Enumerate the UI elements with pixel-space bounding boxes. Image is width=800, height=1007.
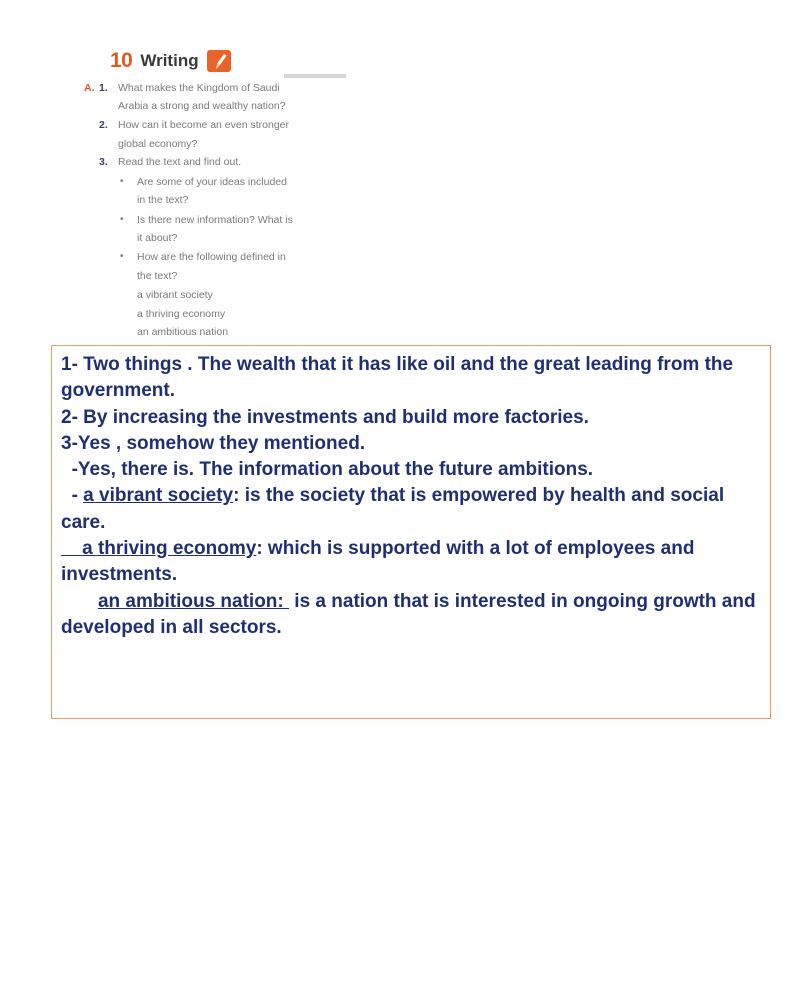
question-number: 1. [99, 82, 108, 94]
question-text: global economy? [118, 138, 198, 150]
bullet-icon: • [120, 214, 124, 225]
bullet-text: How are the following defined in [137, 251, 286, 263]
bullet-icon: • [120, 251, 124, 262]
definition-text: is a nation that is interested in ongoing growth and developed in all sectors. [61, 590, 761, 638]
question-number: 2. [99, 119, 108, 131]
question-text: How can it become an even stronger [118, 119, 290, 131]
definition-thriving-economy [61, 536, 767, 589]
definition-text: : which is supported with a lot of employees and investments. [61, 538, 700, 586]
question-text: Read the text and find out. [118, 156, 242, 168]
question-number: 3. [99, 156, 108, 168]
definition-text: : is the society that is empowered by health and social care. [61, 485, 730, 533]
definition-ambitious-nation [61, 589, 767, 642]
question-text: Arabia a strong and wealthy nation? [118, 100, 286, 112]
unit-header [110, 44, 231, 78]
answer-3: 3-Yes , somehow they mentioned. [61, 432, 366, 454]
term-thriving-economy: a thriving economy [82, 538, 257, 560]
term-text: an ambitious nation [137, 326, 229, 338]
question-text: What makes the Kingdom of Saudi [118, 82, 280, 94]
bullet-text: it about? [137, 232, 178, 244]
header-divider [284, 74, 346, 78]
term-vibrant-society: a vibrant society [83, 485, 234, 507]
definition-prefix [61, 538, 82, 559]
bullet-icon: • [120, 176, 124, 187]
answer-text [61, 352, 767, 641]
bullet-text: in the text? [137, 194, 189, 206]
definition-prefix [61, 591, 98, 612]
answer-1: 1- Two things . The wealth that it has like oil and the great leading from the government. [61, 354, 739, 402]
definition-vibrant-society [61, 483, 767, 536]
definition-prefix: - [61, 485, 84, 507]
term-text: a thriving economy [137, 308, 226, 320]
pencil-icon [207, 50, 231, 72]
unit-number: 10 [110, 49, 133, 72]
bullet-text: the text? [137, 270, 178, 282]
term-ambitious-nation: an ambitious nation: [97, 590, 290, 612]
answer-box [51, 345, 771, 719]
unit-title: Writing [140, 51, 199, 70]
term-text: a vibrant society [137, 289, 213, 301]
answer-3-info: -Yes, there is. The information about the future ambitions. [61, 459, 594, 481]
section-label: A. [84, 82, 95, 94]
textbook-excerpt [84, 44, 346, 340]
bullet-text: Are some of your ideas included [137, 176, 287, 188]
bullet-text: Is there new information? What is [137, 214, 293, 226]
answer-2: 2- By increasing the investments and build more factories. [61, 406, 589, 428]
